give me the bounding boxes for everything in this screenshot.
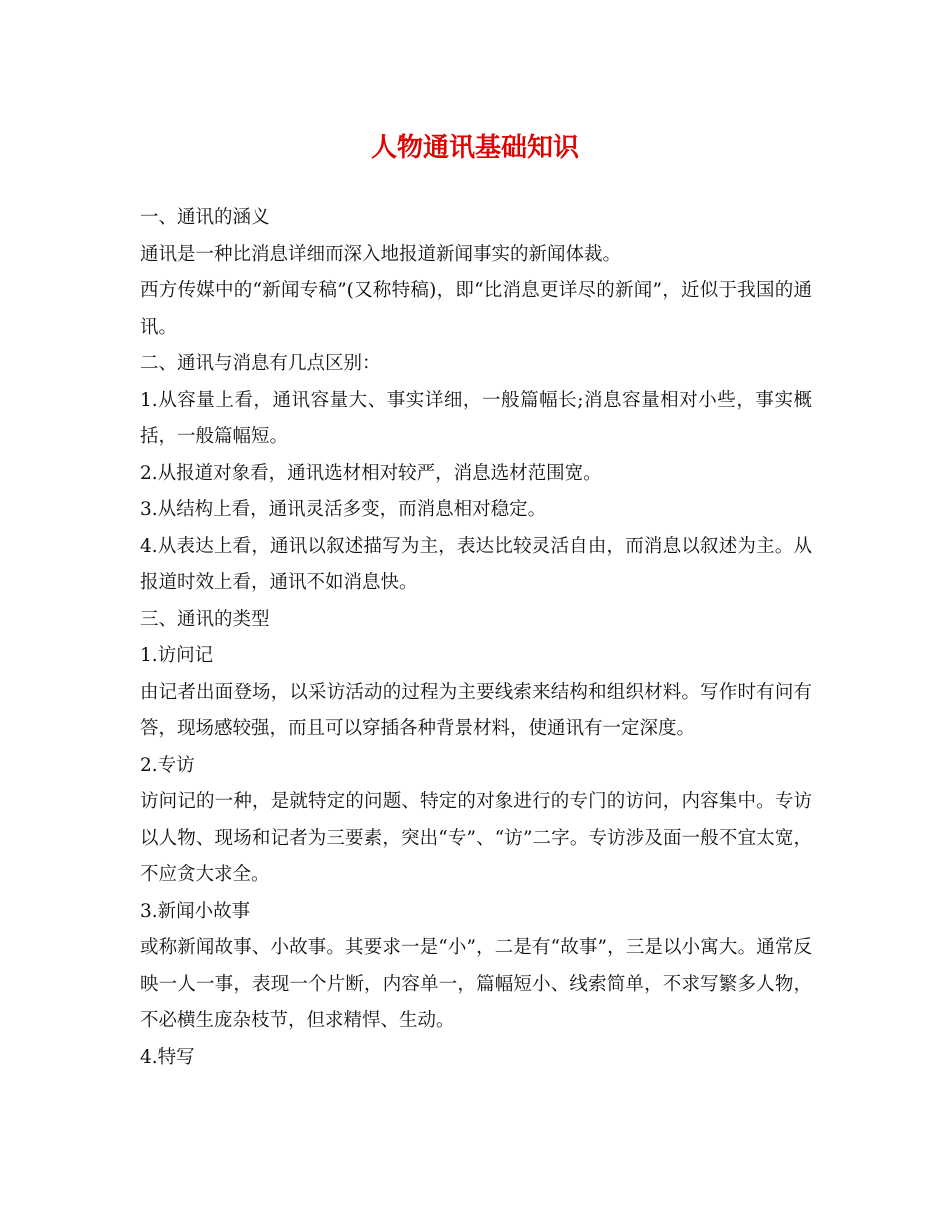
document-body <box>140 200 812 1076</box>
paragraph-special-interview: 访问记的一种，是就特定的问题、特定的对象进行的专门的访问，内容集中。专访以人物、现场和记者为三要素，突出“专”、“访”二字。专访涉及面一般不宜太宽，不应贪大求全。 <box>140 791 812 885</box>
subheading-interview-record: 1.访问记 <box>140 645 214 666</box>
subheading-feature: 4.特写 <box>140 1046 195 1068</box>
list-item-capacity: 1.从容量上看，通讯容量大、事实详细，一般篇幅长;消息容量相对小些，事实概括，一般篇幅短。 <box>140 389 812 447</box>
paragraph-news-story: 或称新闻故事、小故事。其要求一是“小”，二是有“故事”，三是以小寓大。通常反映一人一事，表现一个片断，内容单一，篇幅短小、线索简单，不求写繁多人物，不必横生庞杂枝节，但求精悍、生动。 <box>140 937 812 1031</box>
subheading-special-interview: 2.专访 <box>140 754 195 776</box>
section-heading-meaning: 一、通讯的涵义 <box>140 207 270 228</box>
document-title: 人物通讯基础知识 <box>370 133 579 163</box>
paragraph-interview-record: 由记者出面登场，以采访活动的过程为主要线索来结构和组织材料。写作时有问有答，现场感较强，而且可以穿插各种背景材料，使通讯有一定深度。 <box>140 681 812 739</box>
paragraph-definition: 通讯是一种比消息详细而深入地报道新闻事实的新闻体裁。 <box>140 243 622 265</box>
list-item-subject: 2.从报道对象看，通讯选材相对较严，消息选材范围宽。 <box>140 462 602 484</box>
paragraph-western-media: 西方传媒中的“新闻专稿”(又称特稿)，即“比消息更详尽的新闻”，近似于我国的通讯。 <box>140 280 812 338</box>
subheading-news-story: 3.新闻小故事 <box>140 900 251 922</box>
section-heading-differences: 二、通讯与消息有几点区别： <box>140 353 381 374</box>
list-item-structure: 3.从结构上看，通讯灵活多变，而消息相对稳定。 <box>140 499 547 520</box>
list-item-expression: 4.从表达上看，通讯以叙述描写为主，表达比较灵活自由，而消息以叙述为主。从报道时效上看，通讯不如消息快。 <box>140 535 812 593</box>
section-heading-types: 三、通讯的类型 <box>140 608 270 630</box>
